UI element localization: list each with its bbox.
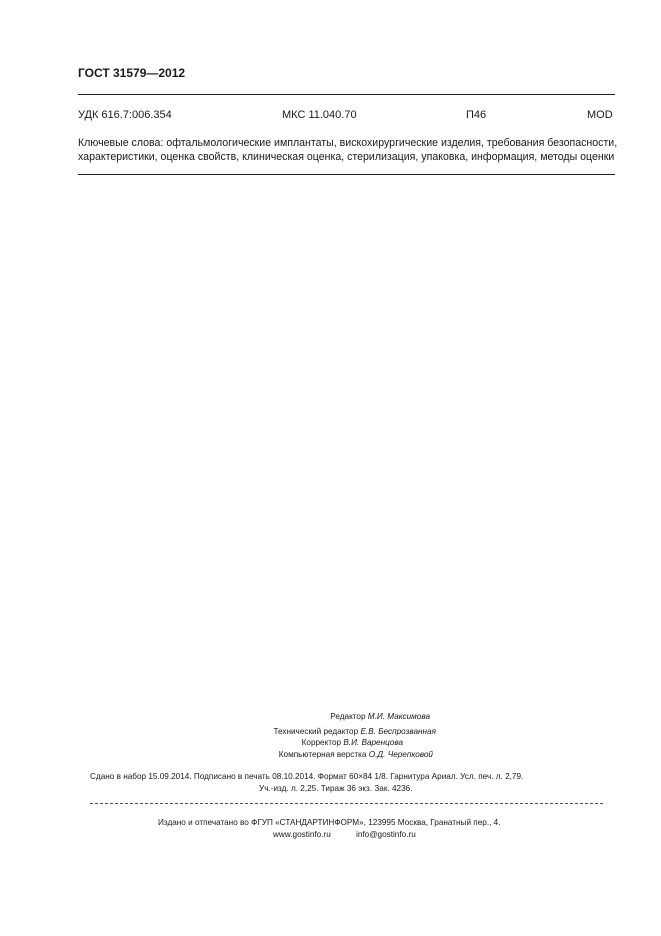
udk-code: УДК 616.7:006.354 <box>78 109 172 121</box>
credit-role: Технический редактор <box>273 727 359 736</box>
credit-layout <box>279 750 433 759</box>
credit-name: М.И. Максимова <box>367 712 430 721</box>
standard-number: ГОСТ 31579—2012 <box>78 66 186 80</box>
credit-role: Редактор <box>330 712 366 721</box>
group-code: П46 <box>466 109 487 121</box>
top-divider <box>78 94 615 95</box>
publisher-website: www.gostinfo.ru <box>273 830 331 839</box>
print-info-line-1: Сдано в набор 15.09.2014. Подписано в печать 08.10.2014. Формат 60×84 1/8. Гарнитура Ариал. Усл. печ. л. 2,79. <box>90 772 524 781</box>
publisher-address: Издано и отпечатано во ФГУП «СТАНДАРТИНФОРМ», 123995 Москва, Гранатный пер., 4. <box>158 818 501 827</box>
footer-dashed-divider <box>90 803 603 804</box>
publisher-email: info@gostinfo.ru <box>356 830 416 839</box>
credit-name: В.И. Варенцова <box>343 738 403 747</box>
credit-name: О.Д. Черепковой <box>368 750 433 759</box>
credit-editor <box>330 712 430 721</box>
credit-tech-editor <box>273 727 436 736</box>
credit-role: Компьютерная верстка <box>278 750 367 759</box>
keywords-line-2: характеристики, оценка свойств, клиническая оценка, стерилизация, упаковка, информация, методы оценки <box>78 151 615 163</box>
mod-label: MOD <box>587 109 613 121</box>
credit-proofreader <box>302 738 403 747</box>
mks-code: МКС 11.040.70 <box>282 109 357 121</box>
keywords-divider <box>78 174 615 175</box>
keywords-line-1: Ключевые слова: офтальмологические имплантаты, вискохирургические изделия, требования безопасности, <box>78 137 618 149</box>
credit-name: Е.В. Беспрозванная <box>360 727 436 736</box>
credit-role: Корректор <box>301 738 342 747</box>
print-info-line-2: Уч.-изд. л. 2,25. Тираж 36 экз. Зак. 4236. <box>259 784 413 793</box>
